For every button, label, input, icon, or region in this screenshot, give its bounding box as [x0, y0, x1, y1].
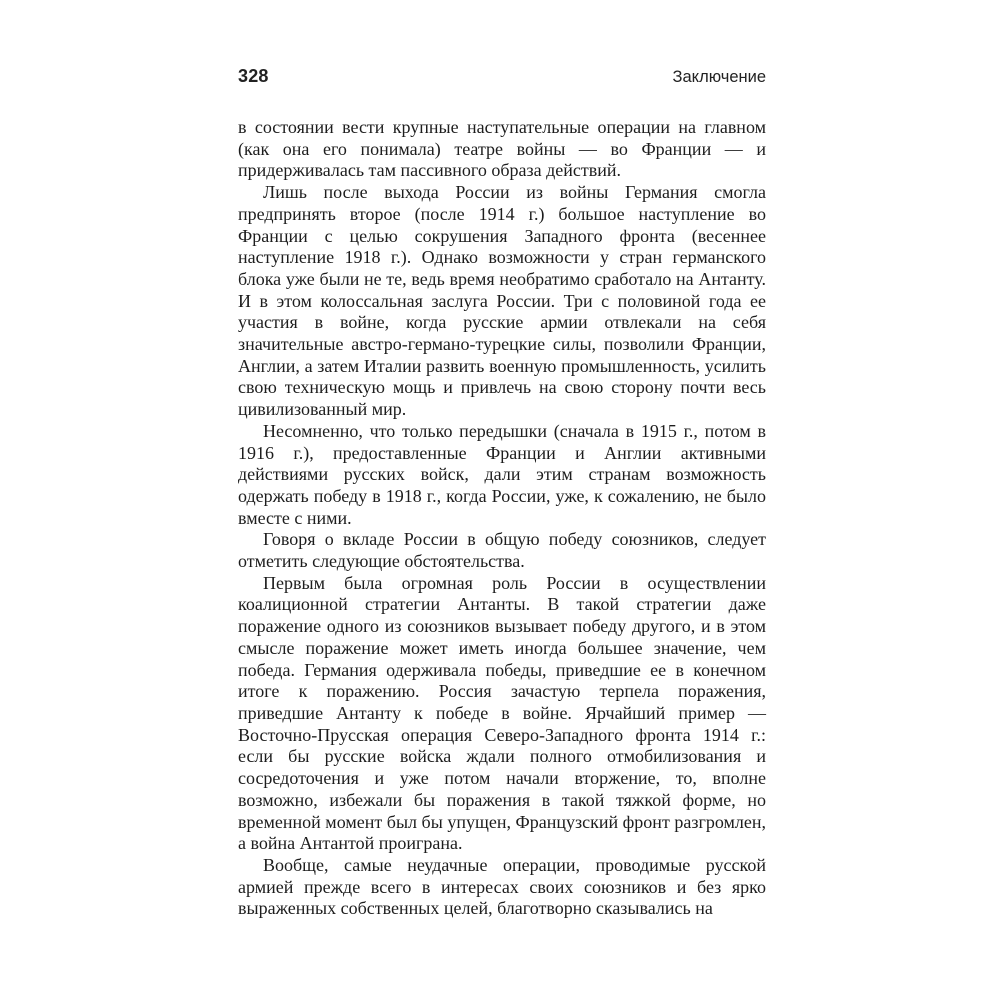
paragraph: Первым была огромная роль России в осуществлении коалиционной стратегии Антанты. В такой стратегии даже поражение одного из союзников вызывает победу другого, и в этом смысле поражение может иметь иногда большее значение, чем победа. Германия одерживала победы, приведшие ее в конечном итоге к поражению. Россия зачастую терпела поражения, приведшие Антанту к победе в войне. Ярчайший пример — Восточно-Прусская операция Северо-Западного фронта 1914 г.: если бы русские войска ждали полного отмобилизования и сосредоточения и уже потом начали вторжение, то, вполне возможно, избежали бы поражения в такой тяжкой форме, но временной момент был бы упущен, Французский фронт разгромлен, а война Антантой проиграна.	[238, 572, 766, 854]
text-block	[238, 66, 766, 920]
paragraph: в состоянии вести крупные наступательные операции на главном (как она его понимала) театре войны — во Франции — и придерживалась там пассивного образа действий.	[238, 117, 766, 181]
running-header	[238, 66, 766, 87]
paragraph: Лишь после выхода России из войны Германия смогла предпринять второе (после 1914 г.) большое наступление во Франции с целью сокрушения Западного фронта (весеннее наступление 1918 г.). Однако возможности у стран германского блока уже были не те, ведь время необратимо сработало на Антанту. И в этом колоссальная заслуга России. Три с половиной года ее участия в войне, когда русские армии отвлекали на себя значительные австро-германо-турецкие силы, позволили Франции, Англии, а затем Италии развить военную промышленность, усилить свою техническую мощь и привлечь на свою сторону почти весь цивилизованный мир.	[238, 182, 766, 420]
paragraph: Говоря о вкладе России в общую победу союзников, следует отметить следующие обстоятельства.	[238, 529, 766, 572]
chapter-running-title: Заключение	[672, 68, 766, 86]
paragraph: Несомненно, что только передышки (сначала в 1915 г., потом в 1916 г.), предоставленные Франции и Англии активными действиями русских войск, дали этим странам возможность одержать победу в 1918 г., когда России, уже, к сожалению, не было вместе с ними.	[238, 420, 766, 528]
body-text	[238, 117, 766, 920]
paragraph: Вообще, самые неудачные операции, проводимые русской армией прежде всего в интересах своих союзников и без ярко выраженных собственных целей, благотворно сказывались на	[238, 854, 766, 919]
page-number: 328	[238, 66, 269, 86]
